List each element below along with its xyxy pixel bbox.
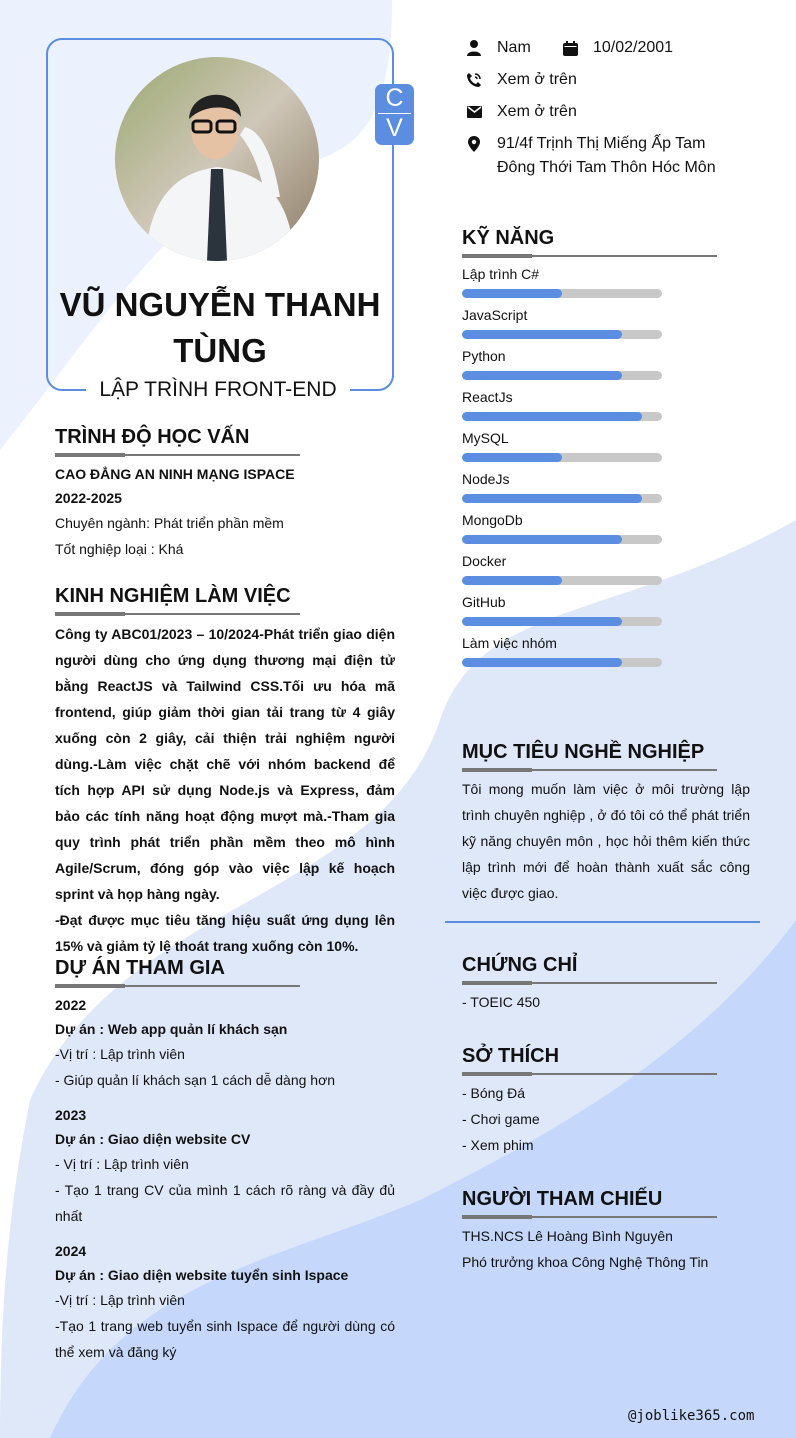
skill-bar	[462, 658, 662, 667]
skill-bar-fill	[462, 494, 642, 503]
grade: Tốt nghiệp loại : Khá	[55, 541, 184, 557]
skill-label: MySQL	[462, 430, 509, 446]
objective-text: Tôi mong muốn làm việc ở môi trường lập trình chuyên nghiệp , ở đó tôi có thể phát triển kỹ năng chuyên môn , học hỏi thêm kiến thức lập trình mới để hoàn thành xuất sắc công việc được giao.	[462, 781, 750, 901]
badge-letter-c: C	[385, 84, 404, 112]
project-year: 2022	[55, 997, 87, 1013]
skill-label: Lập trình C#	[462, 266, 540, 282]
location-icon	[466, 132, 482, 156]
mail-icon	[466, 100, 482, 124]
skill-bar-fill	[462, 576, 562, 585]
contact-info	[466, 36, 727, 188]
skill-bar	[462, 535, 662, 544]
skill-bar	[462, 330, 662, 339]
cv-badge	[375, 84, 414, 145]
reference-position: Phó trưởng khoa Công Nghệ Thông Tin	[462, 1254, 709, 1270]
project-desc: - Giúp quản lí khách sạn 1 cách dễ dàng hơn	[55, 1072, 336, 1088]
skill-label: GitHub	[462, 594, 506, 610]
skill-bar	[462, 371, 662, 380]
projects-section	[55, 956, 395, 1365]
project-role: -Vị trí : Lập trình viên	[55, 1046, 185, 1062]
major: Chuyên ngành: Phát triển phần mềm	[55, 515, 284, 531]
skill-item	[462, 593, 750, 626]
objective-section	[462, 740, 750, 906]
hobby-item: - Xem phim	[462, 1137, 534, 1153]
skill-bar-fill	[462, 535, 622, 544]
hobby-item: - Bóng Đá	[462, 1085, 526, 1101]
project-name: Dự án : Web app quản lí khách sạn	[55, 1021, 288, 1037]
project-role: - Vị trí : Lập trình viên	[55, 1156, 189, 1172]
skill-label: JavaScript	[462, 307, 528, 323]
school: CAO ĐẲNG AN NINH MẠNG ISPACE	[55, 466, 295, 482]
skill-item	[462, 347, 750, 380]
avatar	[115, 57, 319, 261]
project-year: 2023	[55, 1107, 87, 1123]
skill-bar-fill	[462, 330, 622, 339]
references-section	[462, 1187, 750, 1275]
project-item	[55, 993, 395, 1093]
project-item	[55, 1103, 395, 1229]
user-icon	[466, 36, 482, 60]
project-name: Dự án : Giao diện website CV	[55, 1131, 251, 1147]
section-title: KINH NGHIỆM LÀM VIỆC	[55, 585, 291, 607]
skill-bar-fill	[462, 617, 622, 626]
divider	[445, 921, 760, 923]
skill-item	[462, 429, 750, 462]
project-desc: -Tạo 1 trang web tuyển sinh Ispace để người dùng có thể xem và đăng ký	[55, 1318, 395, 1360]
skill-bar	[462, 289, 662, 298]
skill-item	[462, 634, 750, 667]
section-title: CHỨNG CHỈ	[462, 954, 578, 976]
phone: Xem ở trên	[497, 71, 577, 88]
experience-section	[55, 584, 395, 959]
skill-bar	[462, 494, 662, 503]
section-title: KỸ NĂNG	[462, 227, 555, 249]
section-title: NGƯỜI THAM CHIẾU	[462, 1188, 663, 1210]
skill-label: MongoDb	[462, 512, 523, 528]
footer-watermark: @joblike365.com	[628, 1408, 755, 1424]
skill-label: ReactJs	[462, 389, 513, 405]
section-title: MỤC TIÊU NGHỀ NGHIỆP	[462, 741, 705, 763]
skill-item	[462, 306, 750, 339]
education-years: 2022-2025	[55, 490, 122, 506]
skill-bar	[462, 617, 662, 626]
hobby-item: - Chơi game	[462, 1111, 540, 1127]
certificate-item: - TOEIC 450	[462, 994, 541, 1010]
date-of-birth: 10/02/2001	[593, 39, 674, 56]
job-title: LẬP TRÌNH FRONT-END	[99, 378, 337, 401]
experience-text: Công ty ABC01/2023 – 10/2024-Phát triển giao diện người dùng cho ứng dụng thương mại điện tử bằng ReactJS và Tailwind CSS.Tối ưu hóa mã frontend, giúp giảm thời gian tải trang từ 4 giây xuống còn 2 giây, cải thiện trải nghiệm người dùng.-Làm việc chặt chẽ với nhóm backend để tích hợp API sử dụng Node.js và Express, đảm bảo các tính năng hoạt động mượt mà.-Tham gia quy trình phát triển phần mềm theo mô hình Agile/Scrum, đóng góp vào việc lập kế hoạch sprint và họp hàng ngày.	[55, 626, 395, 902]
project-role: -Vị trí : Lập trình viên	[55, 1292, 185, 1308]
skills-section	[462, 226, 750, 667]
skill-bar	[462, 576, 662, 585]
section-title: DỰ ÁN THAM GIA	[55, 957, 225, 979]
skill-item	[462, 388, 750, 421]
project-year: 2024	[55, 1243, 87, 1259]
skill-label: Làm việc nhóm	[462, 635, 557, 651]
email: Xem ở trên	[497, 103, 577, 120]
section-title: TRÌNH ĐỘ HỌC VẤN	[55, 426, 250, 448]
phone-icon	[466, 68, 482, 92]
education-section	[55, 425, 395, 562]
full-name: VŨ NGUYỄN THANH TÙNG	[59, 286, 381, 369]
experience-achievement: -Đạt được mục tiêu tăng hiệu suất ứng dụng lên 15% và giảm tỷ lệ thoát trang xuống còn 10%.	[55, 912, 395, 954]
skill-label: Python	[462, 348, 506, 364]
skill-bar	[462, 412, 662, 421]
section-title: SỞ THÍCH	[462, 1045, 560, 1067]
skill-bar-fill	[462, 453, 562, 462]
skill-bar-fill	[462, 289, 562, 298]
reference-name: THS.NCS Lê Hoàng Bình Nguyên	[462, 1228, 673, 1244]
skill-bar-fill	[462, 371, 622, 380]
skill-bar-fill	[462, 412, 642, 421]
skill-item	[462, 470, 750, 503]
skill-bar-fill	[462, 658, 622, 667]
project-desc: - Tạo 1 trang CV của mình 1 cách rõ ràng và đầy đủ nhất	[55, 1182, 395, 1224]
skill-item	[462, 552, 750, 585]
certificates-section	[462, 953, 750, 1015]
project-name: Dự án : Giao diện website tuyển sinh Ispace	[55, 1267, 349, 1283]
skill-bar	[462, 453, 662, 462]
skill-label: Docker	[462, 553, 507, 569]
skill-label: NodeJs	[462, 471, 510, 487]
skill-item	[462, 265, 750, 298]
project-item	[55, 1239, 395, 1365]
address: 91/4f Trịnh Thị Miếng Ấp Tam Đông Thới Tam Thôn Hóc Môn	[497, 135, 716, 176]
calendar-icon	[562, 36, 578, 60]
badge-letter-v: V	[386, 114, 403, 142]
gender: Nam	[497, 39, 531, 56]
skill-item	[462, 511, 750, 544]
hobbies-section	[462, 1044, 750, 1158]
